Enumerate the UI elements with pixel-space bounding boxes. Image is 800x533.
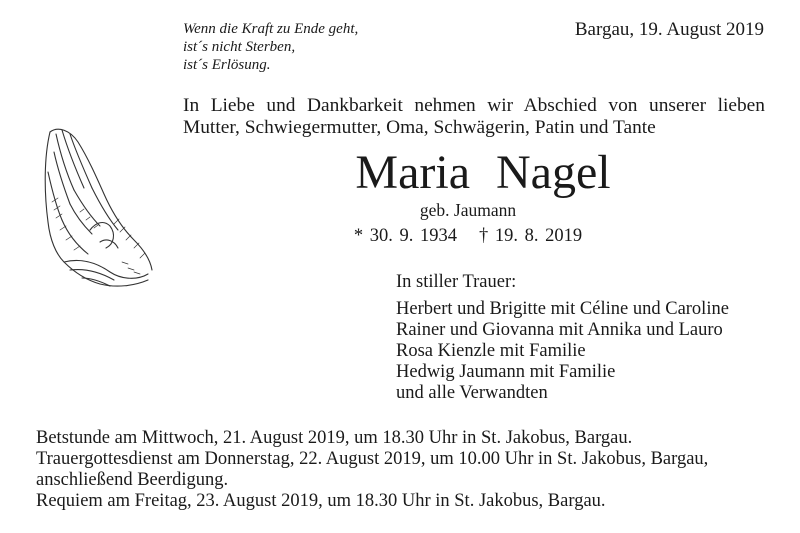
list-item: Herbert und Brigitte mit Céline und Caroline — [396, 299, 729, 319]
services-info — [36, 428, 708, 512]
motto-line: Wenn die Kraft zu Ende geht, — [183, 21, 359, 37]
service-line: Requiem am Freitag, 23. August 2019, um 18.30 Uhr in St. Jakobus, Bargau. — [36, 491, 606, 511]
deceased-name: Maria Nagel — [355, 146, 611, 199]
list-item: Rainer und Giovanna mit Annika und Lauro — [396, 320, 723, 340]
motto-line: ist´s nicht Sterben, — [183, 39, 296, 55]
service-line: Betstunde am Mittwoch, 21. August 2019, um 18.30 Uhr in St. Jakobus, Bargau. — [36, 428, 633, 448]
service-line: anschließend Beerdigung. — [36, 470, 229, 490]
death-date: † 19. 8. 2019 — [479, 226, 583, 246]
mourning-label: In stiller Trauer: — [396, 272, 517, 292]
praying-hands-icon — [30, 112, 160, 292]
life-dates — [183, 226, 753, 247]
intro-text — [183, 95, 765, 139]
mourners-list — [396, 299, 729, 404]
motto-line: ist´s Erlösung. — [183, 57, 271, 73]
list-item: und alle Verwandten — [396, 383, 548, 403]
motto-quote — [183, 20, 443, 74]
birth-name: geb. Jaumann — [419, 200, 517, 220]
service-line: Trauergottesdienst am Donnerstag, 22. August 2019, um 10.00 Uhr in St. Jakobus, Bargau, — [36, 449, 709, 469]
intro-line: In Liebe und Dankbarkeit nehmen wir Abschied von unserer lieben — [183, 95, 765, 116]
birth-date: * 30. 9. 1934 — [353, 226, 457, 246]
intro-line: Mutter, Schwiegermutter, Oma, Schwägerin, Patin und Tante — [183, 117, 656, 138]
list-item: Rosa Kienzle mit Familie — [396, 341, 586, 361]
list-item: Hedwig Jaumann mit Familie — [396, 362, 616, 382]
place-date: Bargau, 19. August 2019 — [574, 19, 764, 40]
